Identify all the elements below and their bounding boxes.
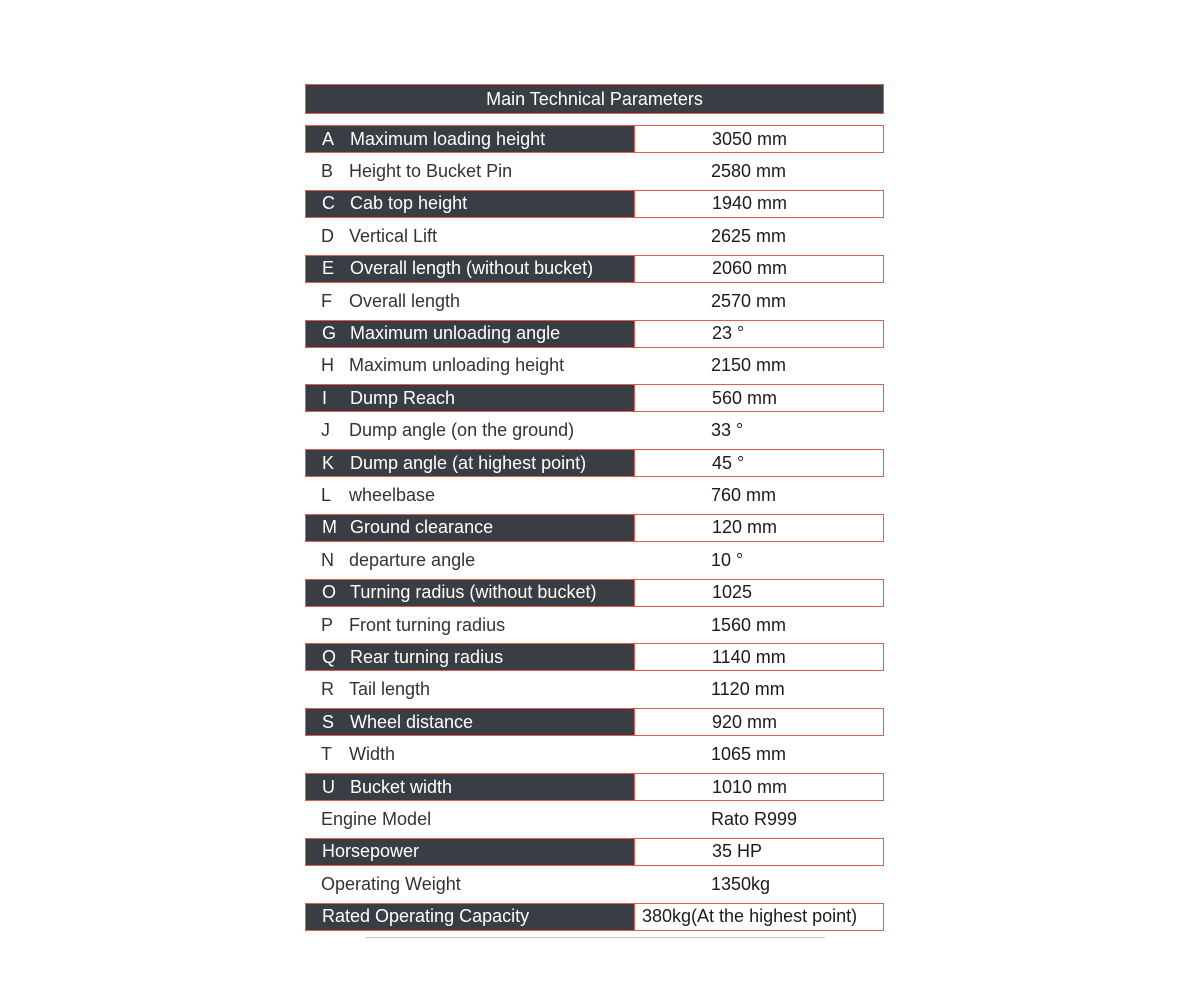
row-value: 2060 mm <box>634 255 884 283</box>
row-value: 3050 mm <box>634 125 884 153</box>
row-value: 1140 mm <box>634 643 884 671</box>
row-value: 2570 mm <box>711 290 787 311</box>
table-row <box>305 350 884 382</box>
table-row <box>305 415 884 447</box>
table-row <box>305 155 884 187</box>
row-label-text: Wheel distance <box>350 711 474 732</box>
row-letter: G <box>322 323 337 344</box>
row-value: 1350kg <box>711 873 771 894</box>
row-letter: K <box>322 452 335 473</box>
table-row <box>305 803 884 835</box>
row-value: 1065 mm <box>711 744 787 765</box>
row-value: 33 ° <box>711 420 744 441</box>
row-label-text: Maximum loading height <box>350 128 546 149</box>
row-letter: I <box>322 387 328 408</box>
table-row <box>305 771 884 803</box>
table-row <box>305 900 884 932</box>
row-value: 2580 mm <box>711 161 787 182</box>
table-row <box>305 738 884 770</box>
row-letter: L <box>321 484 332 505</box>
row-label <box>305 155 634 187</box>
row-value: 45 ° <box>634 449 884 477</box>
table-body <box>305 123 884 933</box>
table-row <box>305 576 884 608</box>
table-row <box>305 868 884 900</box>
row-value: 10 ° <box>711 549 744 570</box>
row-label <box>305 838 634 866</box>
row-value: 2150 mm <box>711 355 787 376</box>
row-letter: E <box>322 258 335 279</box>
row-label <box>305 803 634 835</box>
row-label <box>305 350 634 382</box>
table-row <box>305 188 884 220</box>
table-row <box>305 382 884 414</box>
row-letter: T <box>321 744 332 765</box>
table-row <box>305 641 884 673</box>
spec-table <box>305 84 884 933</box>
table-row <box>305 253 884 285</box>
row-label <box>305 544 634 576</box>
row-value: 1940 mm <box>634 190 884 218</box>
row-letter: A <box>322 128 335 149</box>
row-label-text: wheelbase <box>349 484 436 505</box>
row-label <box>305 514 634 542</box>
row-label-text: Dump Reach <box>350 387 456 408</box>
table-row <box>305 544 884 576</box>
row-label <box>305 903 634 931</box>
row-label <box>305 609 634 641</box>
table-row <box>305 285 884 317</box>
row-label <box>305 320 634 348</box>
row-label-text: Operating Weight <box>321 873 461 894</box>
row-value: 1025 <box>634 579 884 607</box>
row-value: 1120 mm <box>711 679 785 700</box>
table-title: Main Technical Parameters <box>305 84 884 114</box>
table-row <box>305 479 884 511</box>
row-letter: Q <box>322 646 337 667</box>
row-label-text: Width <box>349 744 396 765</box>
table-row <box>305 836 884 868</box>
row-label-text: departure angle <box>349 549 476 570</box>
row-letter: C <box>322 193 335 214</box>
row-letter: D <box>321 225 334 246</box>
row-letter: S <box>322 711 335 732</box>
row-label <box>305 255 634 283</box>
row-label-text: Bucket width <box>350 776 453 797</box>
table-row <box>305 512 884 544</box>
row-letter: B <box>321 161 334 182</box>
row-label-text: Engine Model <box>321 808 432 829</box>
row-label <box>305 384 634 412</box>
row-value: 920 mm <box>634 708 884 736</box>
row-label-text: Ground clearance <box>350 517 494 538</box>
table-row <box>305 706 884 738</box>
row-label <box>305 674 634 706</box>
row-label-text: Vertical Lift <box>349 225 438 246</box>
row-label <box>305 220 634 252</box>
table-row <box>305 609 884 641</box>
table-row <box>305 220 884 252</box>
spacer <box>305 114 884 123</box>
row-value: 1010 mm <box>634 773 884 801</box>
row-label <box>305 415 634 447</box>
row-label-text: Overall length <box>349 290 461 311</box>
row-label-text: Maximum unloading angle <box>350 323 561 344</box>
row-label <box>305 708 634 736</box>
row-label <box>305 125 634 153</box>
row-value: 35 HP <box>634 838 884 866</box>
row-label <box>305 773 634 801</box>
table-row <box>305 123 884 155</box>
row-letter: R <box>321 679 334 700</box>
row-label <box>305 738 634 770</box>
row-letter: F <box>321 290 332 311</box>
row-label-text: Tail length <box>349 679 431 700</box>
row-label-text: Dump angle (on the ground) <box>349 420 575 441</box>
row-value: Rato R999 <box>711 808 798 829</box>
row-letter: J <box>321 420 330 441</box>
row-value: 560 mm <box>634 384 884 412</box>
row-letter: P <box>321 614 334 635</box>
table-row <box>305 674 884 706</box>
row-letter: O <box>322 582 337 603</box>
row-label-text: Rated Operating Capacity <box>322 906 530 927</box>
row-label <box>305 449 634 477</box>
row-label <box>305 643 634 671</box>
row-label <box>305 479 634 511</box>
bottom-rule <box>365 937 825 938</box>
row-letter: M <box>322 517 337 538</box>
row-value: 120 mm <box>634 514 884 542</box>
row-label-text: Cab top height <box>350 193 468 214</box>
table-row <box>305 317 884 349</box>
row-letter: H <box>321 355 334 376</box>
row-value: 760 mm <box>711 484 777 505</box>
row-label-text: Height to Bucket Pin <box>349 161 513 182</box>
row-label <box>305 190 634 218</box>
row-value: 23 ° <box>634 320 884 348</box>
row-label-text: Maximum unloading height <box>349 355 565 376</box>
row-value: 2625 mm <box>711 225 787 246</box>
row-label <box>305 579 634 607</box>
row-label-text: Rear turning radius <box>350 646 504 667</box>
row-label <box>305 285 634 317</box>
row-label <box>305 868 634 900</box>
row-label-text: Front turning radius <box>349 614 506 635</box>
row-letter: N <box>321 549 334 570</box>
row-label-text: Dump angle (at highest point) <box>350 452 587 473</box>
row-letter: U <box>322 776 335 797</box>
row-label-text: Turning radius (without bucket) <box>350 582 597 603</box>
row-label-text: Horsepower <box>322 841 420 862</box>
row-label-text: Overall length (without bucket) <box>350 258 594 279</box>
row-value: 1560 mm <box>711 614 787 635</box>
table-row <box>305 447 884 479</box>
row-value: 380kg(At the highest point) <box>634 903 884 931</box>
